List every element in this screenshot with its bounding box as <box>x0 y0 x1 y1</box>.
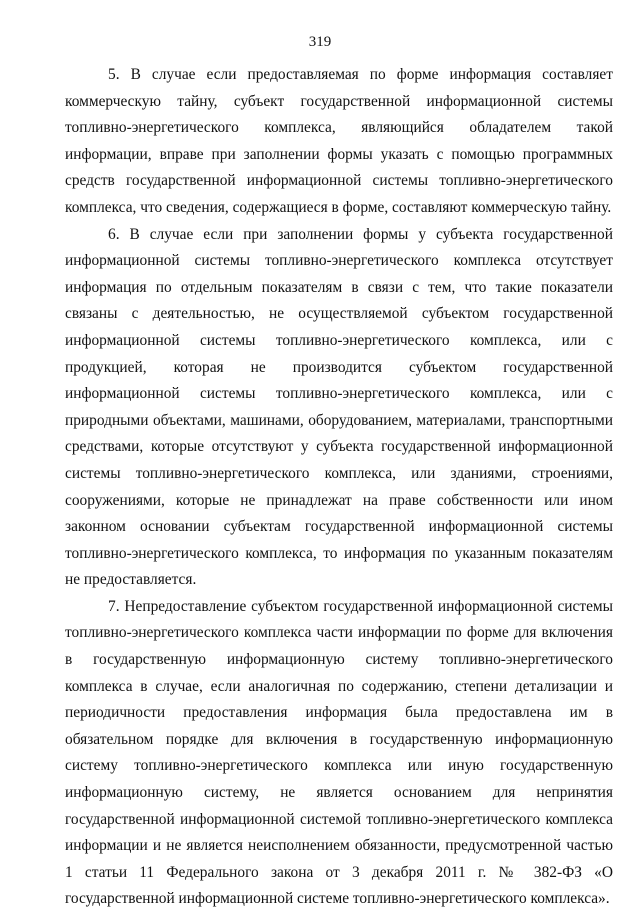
paragraph-5: 5. В случае если предоставляемая по форме информация составляет коммерческую тайну, субъект государственной информационной системы топливно-энергетического комплекса, являющийся обладателем такой информации, вправе при заполнении формы указать с помощью программных средств государственной информационной системы топливно-энергетического комплекса, что сведения, содержащиеся в форме, составляют коммерческую тайну. <box>65 66 613 216</box>
document-body <box>65 62 613 913</box>
paragraph-7: 7. Непредоставление субъектом государственной информационной системы топливно-энергетического комплекса части информации по форме для включения в государственную информационную систему топливно-энергетического комплекса в случае, если аналогичная по содержанию, степени детализации и периодичности предоставления информация была предоставлена им в обязательном порядке для включения в государственную информационную систему топливно-энергетического комплекса или иную государственную информационную систему, не является основанием для непринятия государственной информационной системой топливно-энергетического комплекса информации и не является неисполнением обязанности, предусмотренной частью 1 статьи 11 Федерального закона от 3 декабря 2011 г. № 382-ФЗ «О государственной информационной системе топливно-энергетического комплекса». <box>65 597 613 908</box>
paragraph-6: 6. В случае если при заполнении формы у субъекта государственной информационной системы топливно-энергетического комплекса отсутствует информация по отдельным показателям в связи с тем, что такие показатели связаны с деятельностью, не осуществляемой субъектом государственной информационной системы топливно-энергетического комплекса, или с продукцией, которая не производится субъектом государственной информационной системы топливно-энергетического комплекса, или с природными объектами, машинами, оборудованием, материалами, транспортными средствами, которые отсутствуют у субъекта государственной информационной системы топливно-энергетического комплекса, или зданиями, строениями, сооружениями, которые не принадлежат на праве собственности или ином законном основании субъектам государственной информационной системы топливно-энергетического комплекса, то информация по указанным показателям не предоставляется. <box>65 225 613 589</box>
page-number: 319 <box>308 34 332 50</box>
